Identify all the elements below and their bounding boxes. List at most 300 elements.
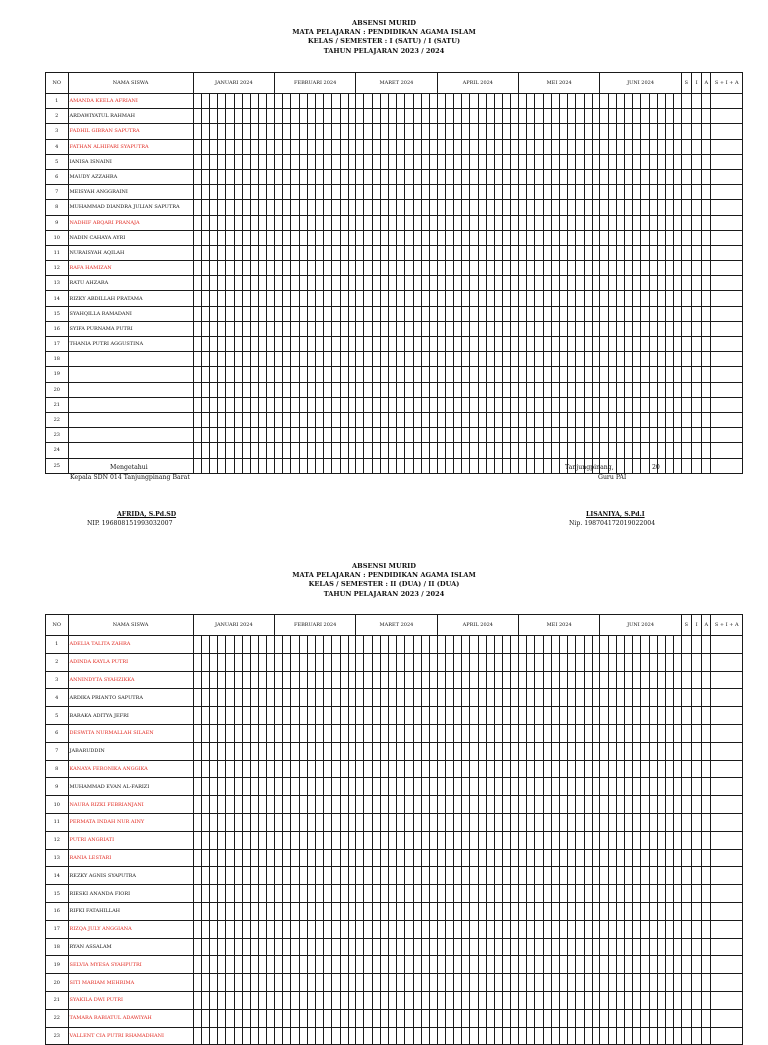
attendance-cell[interactable] <box>250 707 258 725</box>
attendance-cell[interactable] <box>429 124 437 139</box>
attendance-cell[interactable] <box>478 707 486 725</box>
attendance-cell[interactable] <box>568 276 576 291</box>
attendance-cell[interactable] <box>307 867 315 885</box>
attendance-cell[interactable] <box>692 169 702 184</box>
attendance-cell[interactable] <box>600 306 608 321</box>
attendance-cell[interactable] <box>511 974 519 992</box>
attendance-cell[interactable] <box>454 94 462 109</box>
attendance-cell[interactable] <box>242 215 250 230</box>
attendance-cell[interactable] <box>193 185 201 200</box>
attendance-cell[interactable] <box>503 760 511 778</box>
attendance-cell[interactable] <box>649 760 657 778</box>
attendance-cell[interactable] <box>633 1009 641 1027</box>
attendance-cell[interactable] <box>324 412 332 427</box>
attendance-cell[interactable] <box>209 707 217 725</box>
attendance-cell[interactable] <box>674 200 682 215</box>
attendance-cell[interactable] <box>201 902 209 920</box>
attendance-cell[interactable] <box>503 337 511 352</box>
attendance-cell[interactable] <box>486 849 494 867</box>
attendance-cell[interactable] <box>665 974 673 992</box>
attendance-cell[interactable] <box>641 306 649 321</box>
attendance-cell[interactable] <box>429 382 437 397</box>
attendance-cell[interactable] <box>711 920 743 938</box>
attendance-cell[interactable] <box>649 291 657 306</box>
attendance-cell[interactable] <box>437 124 445 139</box>
attendance-cell[interactable] <box>584 991 592 1009</box>
attendance-cell[interactable] <box>348 671 356 689</box>
attendance-cell[interactable] <box>364 636 372 654</box>
attendance-cell[interactable] <box>234 200 242 215</box>
attendance-cell[interactable] <box>592 778 600 796</box>
attendance-cell[interactable] <box>332 397 340 412</box>
attendance-cell[interactable] <box>307 671 315 689</box>
attendance-cell[interactable] <box>267 689 275 707</box>
attendance-cell[interactable] <box>657 215 665 230</box>
attendance-cell[interactable] <box>234 813 242 831</box>
attendance-cell[interactable] <box>421 200 429 215</box>
attendance-cell[interactable] <box>551 230 559 245</box>
attendance-cell[interactable] <box>364 397 372 412</box>
attendance-cell[interactable] <box>421 291 429 306</box>
attendance-cell[interactable] <box>291 185 299 200</box>
attendance-cell[interactable] <box>551 306 559 321</box>
attendance-cell[interactable] <box>275 938 283 956</box>
attendance-cell[interactable] <box>307 94 315 109</box>
attendance-cell[interactable] <box>356 230 364 245</box>
attendance-cell[interactable] <box>226 261 234 276</box>
attendance-cell[interactable] <box>364 724 372 742</box>
attendance-cell[interactable] <box>209 1009 217 1027</box>
attendance-cell[interactable] <box>535 867 543 885</box>
attendance-cell[interactable] <box>657 306 665 321</box>
attendance-cell[interactable] <box>692 245 702 260</box>
attendance-cell[interactable] <box>503 991 511 1009</box>
attendance-cell[interactable] <box>291 902 299 920</box>
attendance-cell[interactable] <box>209 124 217 139</box>
attendance-cell[interactable] <box>674 428 682 443</box>
attendance-cell[interactable] <box>568 230 576 245</box>
attendance-cell[interactable] <box>413 885 421 903</box>
attendance-cell[interactable] <box>364 367 372 382</box>
attendance-cell[interactable] <box>519 991 527 1009</box>
attendance-cell[interactable] <box>462 109 470 124</box>
attendance-cell[interactable] <box>405 760 413 778</box>
attendance-cell[interactable] <box>470 154 478 169</box>
attendance-cell[interactable] <box>242 707 250 725</box>
attendance-cell[interactable] <box>226 215 234 230</box>
attendance-cell[interactable] <box>259 689 267 707</box>
attendance-cell[interactable] <box>454 382 462 397</box>
attendance-cell[interactable] <box>389 412 397 427</box>
attendance-cell[interactable] <box>299 261 307 276</box>
attendance-cell[interactable] <box>413 813 421 831</box>
attendance-cell[interactable] <box>250 261 258 276</box>
attendance-cell[interactable] <box>608 707 616 725</box>
attendance-cell[interactable] <box>356 443 364 458</box>
attendance-cell[interactable] <box>372 291 380 306</box>
attendance-cell[interactable] <box>649 230 657 245</box>
attendance-cell[interactable] <box>372 276 380 291</box>
attendance-cell[interactable] <box>674 991 682 1009</box>
attendance-cell[interactable] <box>421 1027 429 1045</box>
attendance-cell[interactable] <box>486 154 494 169</box>
attendance-cell[interactable] <box>421 902 429 920</box>
attendance-cell[interactable] <box>535 724 543 742</box>
attendance-cell[interactable] <box>608 938 616 956</box>
attendance-cell[interactable] <box>356 920 364 938</box>
attendance-cell[interactable] <box>372 902 380 920</box>
attendance-cell[interactable] <box>348 215 356 230</box>
attendance-cell[interactable] <box>711 443 743 458</box>
attendance-cell[interactable] <box>494 724 502 742</box>
attendance-cell[interactable] <box>201 796 209 814</box>
attendance-cell[interactable] <box>568 974 576 992</box>
attendance-cell[interactable] <box>494 109 502 124</box>
attendance-cell[interactable] <box>535 653 543 671</box>
attendance-cell[interactable] <box>348 920 356 938</box>
attendance-cell[interactable] <box>259 276 267 291</box>
attendance-cell[interactable] <box>259 796 267 814</box>
attendance-cell[interactable] <box>324 443 332 458</box>
attendance-cell[interactable] <box>226 200 234 215</box>
attendance-cell[interactable] <box>494 742 502 760</box>
attendance-cell[interactable] <box>389 724 397 742</box>
attendance-cell[interactable] <box>201 124 209 139</box>
attendance-cell[interactable] <box>711 974 743 992</box>
attendance-cell[interactable] <box>681 974 691 992</box>
attendance-cell[interactable] <box>692 276 702 291</box>
attendance-cell[interactable] <box>657 321 665 336</box>
attendance-cell[interactable] <box>307 813 315 831</box>
attendance-cell[interactable] <box>389 230 397 245</box>
attendance-cell[interactable] <box>218 1027 226 1045</box>
attendance-cell[interactable] <box>624 974 632 992</box>
attendance-cell[interactable] <box>649 689 657 707</box>
attendance-cell[interactable] <box>551 352 559 367</box>
attendance-cell[interactable] <box>405 428 413 443</box>
attendance-cell[interactable] <box>711 291 743 306</box>
attendance-cell[interactable] <box>600 291 608 306</box>
attendance-cell[interactable] <box>641 261 649 276</box>
attendance-cell[interactable] <box>665 276 673 291</box>
attendance-cell[interactable] <box>519 428 527 443</box>
attendance-cell[interactable] <box>242 367 250 382</box>
attendance-cell[interactable] <box>209 956 217 974</box>
attendance-cell[interactable] <box>527 813 535 831</box>
attendance-cell[interactable] <box>397 154 405 169</box>
attendance-cell[interactable] <box>364 956 372 974</box>
attendance-cell[interactable] <box>218 321 226 336</box>
attendance-cell[interactable] <box>193 276 201 291</box>
attendance-cell[interactable] <box>592 707 600 725</box>
attendance-cell[interactable] <box>486 991 494 1009</box>
attendance-cell[interactable] <box>324 831 332 849</box>
attendance-cell[interactable] <box>201 867 209 885</box>
attendance-cell[interactable] <box>674 124 682 139</box>
attendance-cell[interactable] <box>250 109 258 124</box>
attendance-cell[interactable] <box>259 169 267 184</box>
attendance-cell[interactable] <box>503 902 511 920</box>
attendance-cell[interactable] <box>535 245 543 260</box>
attendance-cell[interactable] <box>405 139 413 154</box>
attendance-cell[interactable] <box>364 689 372 707</box>
attendance-cell[interactable] <box>702 428 711 443</box>
attendance-cell[interactable] <box>340 938 348 956</box>
attendance-cell[interactable] <box>283 412 291 427</box>
attendance-cell[interactable] <box>364 920 372 938</box>
attendance-cell[interactable] <box>584 185 592 200</box>
attendance-cell[interactable] <box>250 139 258 154</box>
attendance-cell[interactable] <box>511 831 519 849</box>
attendance-cell[interactable] <box>649 245 657 260</box>
attendance-cell[interactable] <box>283 458 291 473</box>
attendance-cell[interactable] <box>641 636 649 654</box>
attendance-cell[interactable] <box>503 707 511 725</box>
attendance-cell[interactable] <box>470 139 478 154</box>
attendance-cell[interactable] <box>307 831 315 849</box>
attendance-cell[interactable] <box>259 261 267 276</box>
attendance-cell[interactable] <box>437 636 445 654</box>
attendance-cell[interactable] <box>201 778 209 796</box>
attendance-cell[interactable] <box>462 154 470 169</box>
attendance-cell[interactable] <box>275 139 283 154</box>
attendance-cell[interactable] <box>275 185 283 200</box>
attendance-cell[interactable] <box>307 1009 315 1027</box>
attendance-cell[interactable] <box>324 956 332 974</box>
attendance-cell[interactable] <box>470 1027 478 1045</box>
attendance-cell[interactable] <box>299 867 307 885</box>
attendance-cell[interactable] <box>527 1027 535 1045</box>
attendance-cell[interactable] <box>543 796 551 814</box>
attendance-cell[interactable] <box>259 636 267 654</box>
attendance-cell[interactable] <box>356 154 364 169</box>
attendance-cell[interactable] <box>364 849 372 867</box>
attendance-cell[interactable] <box>405 200 413 215</box>
attendance-cell[interactable] <box>584 831 592 849</box>
attendance-cell[interactable] <box>389 778 397 796</box>
attendance-cell[interactable] <box>559 245 567 260</box>
attendance-cell[interactable] <box>340 885 348 903</box>
attendance-cell[interactable] <box>519 230 527 245</box>
attendance-cell[interactable] <box>193 724 201 742</box>
attendance-cell[interactable] <box>681 124 691 139</box>
attendance-cell[interactable] <box>665 230 673 245</box>
attendance-cell[interactable] <box>702 724 711 742</box>
attendance-cell[interactable] <box>307 230 315 245</box>
attendance-cell[interactable] <box>380 154 388 169</box>
attendance-cell[interactable] <box>692 689 702 707</box>
attendance-cell[interactable] <box>332 867 340 885</box>
attendance-cell[interactable] <box>445 230 453 245</box>
attendance-cell[interactable] <box>681 920 691 938</box>
attendance-cell[interactable] <box>291 428 299 443</box>
attendance-cell[interactable] <box>503 867 511 885</box>
attendance-cell[interactable] <box>657 671 665 689</box>
attendance-cell[interactable] <box>389 169 397 184</box>
attendance-cell[interactable] <box>267 671 275 689</box>
attendance-cell[interactable] <box>332 760 340 778</box>
attendance-cell[interactable] <box>356 689 364 707</box>
attendance-cell[interactable] <box>584 215 592 230</box>
attendance-cell[interactable] <box>624 306 632 321</box>
attendance-cell[interactable] <box>559 337 567 352</box>
attendance-cell[interactable] <box>259 443 267 458</box>
attendance-cell[interactable] <box>389 337 397 352</box>
attendance-cell[interactable] <box>340 443 348 458</box>
attendance-cell[interactable] <box>519 321 527 336</box>
attendance-cell[interactable] <box>356 367 364 382</box>
attendance-cell[interactable] <box>283 991 291 1009</box>
attendance-cell[interactable] <box>218 813 226 831</box>
attendance-cell[interactable] <box>234 653 242 671</box>
attendance-cell[interactable] <box>275 200 283 215</box>
attendance-cell[interactable] <box>478 938 486 956</box>
attendance-cell[interactable] <box>486 938 494 956</box>
attendance-cell[interactable] <box>389 124 397 139</box>
attendance-cell[interactable] <box>226 428 234 443</box>
attendance-cell[interactable] <box>307 200 315 215</box>
attendance-cell[interactable] <box>324 689 332 707</box>
attendance-cell[interactable] <box>291 291 299 306</box>
attendance-cell[interactable] <box>356 902 364 920</box>
attendance-cell[interactable] <box>234 689 242 707</box>
attendance-cell[interactable] <box>397 124 405 139</box>
attendance-cell[interactable] <box>389 974 397 992</box>
attendance-cell[interactable] <box>201 261 209 276</box>
attendance-cell[interactable] <box>608 778 616 796</box>
attendance-cell[interactable] <box>250 636 258 654</box>
attendance-cell[interactable] <box>633 724 641 742</box>
attendance-cell[interactable] <box>275 352 283 367</box>
attendance-cell[interactable] <box>576 382 584 397</box>
attendance-cell[interactable] <box>250 154 258 169</box>
attendance-cell[interactable] <box>616 885 624 903</box>
attendance-cell[interactable] <box>511 94 519 109</box>
attendance-cell[interactable] <box>681 956 691 974</box>
attendance-cell[interactable] <box>405 742 413 760</box>
attendance-cell[interactable] <box>511 867 519 885</box>
attendance-cell[interactable] <box>413 724 421 742</box>
attendance-cell[interactable] <box>413 154 421 169</box>
attendance-cell[interactable] <box>681 458 691 473</box>
attendance-cell[interactable] <box>226 689 234 707</box>
attendance-cell[interactable] <box>234 849 242 867</box>
attendance-cell[interactable] <box>421 885 429 903</box>
attendance-cell[interactable] <box>364 671 372 689</box>
attendance-cell[interactable] <box>649 849 657 867</box>
attendance-cell[interactable] <box>397 94 405 109</box>
attendance-cell[interactable] <box>250 813 258 831</box>
attendance-cell[interactable] <box>568 920 576 938</box>
attendance-cell[interactable] <box>445 885 453 903</box>
attendance-cell[interactable] <box>340 321 348 336</box>
attendance-cell[interactable] <box>259 813 267 831</box>
attendance-cell[interactable] <box>600 831 608 849</box>
attendance-cell[interactable] <box>486 337 494 352</box>
attendance-cell[interactable] <box>445 1009 453 1027</box>
attendance-cell[interactable] <box>592 724 600 742</box>
attendance-cell[interactable] <box>478 671 486 689</box>
attendance-cell[interactable] <box>250 920 258 938</box>
attendance-cell[interactable] <box>259 671 267 689</box>
attendance-cell[interactable] <box>437 200 445 215</box>
attendance-cell[interactable] <box>429 920 437 938</box>
attendance-cell[interactable] <box>364 169 372 184</box>
attendance-cell[interactable] <box>356 94 364 109</box>
attendance-cell[interactable] <box>551 200 559 215</box>
attendance-cell[interactable] <box>405 443 413 458</box>
attendance-cell[interactable] <box>283 778 291 796</box>
attendance-cell[interactable] <box>356 796 364 814</box>
attendance-cell[interactable] <box>559 443 567 458</box>
attendance-cell[interactable] <box>234 397 242 412</box>
attendance-cell[interactable] <box>421 276 429 291</box>
attendance-cell[interactable] <box>291 956 299 974</box>
attendance-cell[interactable] <box>201 139 209 154</box>
attendance-cell[interactable] <box>250 367 258 382</box>
attendance-cell[interactable] <box>608 671 616 689</box>
attendance-cell[interactable] <box>405 671 413 689</box>
attendance-cell[interactable] <box>340 707 348 725</box>
attendance-cell[interactable] <box>242 306 250 321</box>
attendance-cell[interactable] <box>584 154 592 169</box>
attendance-cell[interactable] <box>624 796 632 814</box>
attendance-cell[interactable] <box>616 139 624 154</box>
attendance-cell[interactable] <box>692 230 702 245</box>
attendance-cell[interactable] <box>315 382 323 397</box>
attendance-cell[interactable] <box>324 337 332 352</box>
attendance-cell[interactable] <box>600 796 608 814</box>
attendance-cell[interactable] <box>218 124 226 139</box>
attendance-cell[interactable] <box>702 707 711 725</box>
attendance-cell[interactable] <box>267 124 275 139</box>
attendance-cell[interactable] <box>324 321 332 336</box>
attendance-cell[interactable] <box>209 849 217 867</box>
attendance-cell[interactable] <box>429 778 437 796</box>
attendance-cell[interactable] <box>291 124 299 139</box>
attendance-cell[interactable] <box>324 796 332 814</box>
attendance-cell[interactable] <box>576 169 584 184</box>
attendance-cell[interactable] <box>665 778 673 796</box>
attendance-cell[interactable] <box>356 245 364 260</box>
attendance-cell[interactable] <box>633 689 641 707</box>
attendance-cell[interactable] <box>674 885 682 903</box>
attendance-cell[interactable] <box>600 867 608 885</box>
attendance-cell[interactable] <box>608 215 616 230</box>
attendance-cell[interactable] <box>702 458 711 473</box>
attendance-cell[interactable] <box>234 885 242 903</box>
attendance-cell[interactable] <box>283 367 291 382</box>
attendance-cell[interactable] <box>332 671 340 689</box>
attendance-cell[interactable] <box>535 200 543 215</box>
attendance-cell[interactable] <box>429 724 437 742</box>
attendance-cell[interactable] <box>291 885 299 903</box>
attendance-cell[interactable] <box>681 902 691 920</box>
attendance-cell[interactable] <box>503 261 511 276</box>
attendance-cell[interactable] <box>201 245 209 260</box>
attendance-cell[interactable] <box>242 230 250 245</box>
attendance-cell[interactable] <box>559 382 567 397</box>
attendance-cell[interactable] <box>193 636 201 654</box>
attendance-cell[interactable] <box>503 813 511 831</box>
attendance-cell[interactable] <box>324 991 332 1009</box>
attendance-cell[interactable] <box>226 778 234 796</box>
attendance-cell[interactable] <box>299 367 307 382</box>
attendance-cell[interactable] <box>454 707 462 725</box>
attendance-cell[interactable] <box>511 653 519 671</box>
attendance-cell[interactable] <box>445 276 453 291</box>
attendance-cell[interactable] <box>307 849 315 867</box>
